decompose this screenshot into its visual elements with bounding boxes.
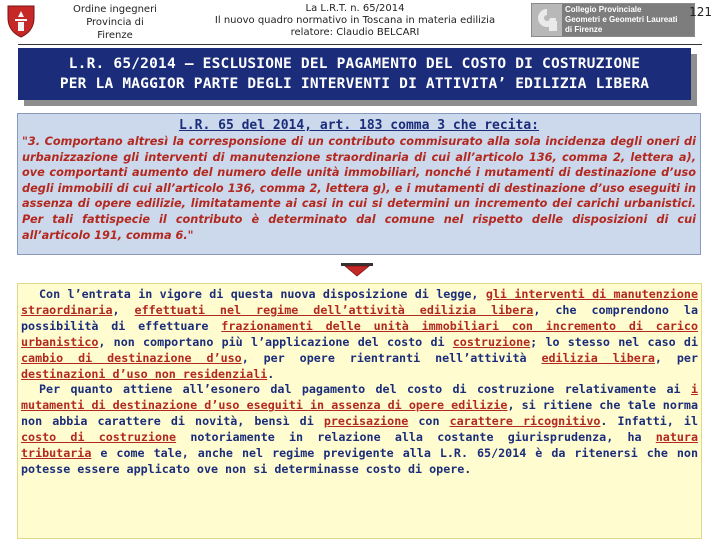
collegio-mark: [532, 4, 562, 36]
text-run: ,: [112, 302, 135, 317]
header-subtitle-line: La L.R.T. n. 65/2014: [305, 3, 405, 14]
highlight-run: precisazione: [323, 414, 409, 429]
text-run: , non comportano più l’applicazione del costo di: [98, 334, 453, 349]
slide-title-line: PER LA MAGGIOR PARTE DEGLI INTERVENTI DI ATTIVITA’ EDILIZIA LIBERA: [59, 76, 650, 92]
header-subtitle: [210, 3, 500, 39]
highlight-run: destinazioni d’uso non residenziali: [21, 366, 268, 381]
text-run: , che comprendono la possibilità di effettuare: [21, 302, 698, 333]
text-run: ; lo stesso nel caso di: [530, 334, 698, 349]
header-org-line: Ordine ingegneri: [73, 4, 157, 15]
slide-title: [60, 54, 649, 94]
text-run: . Infatti, il: [600, 414, 698, 429]
highlight-run: effettuati nel regime dell’attività edilizia libera: [134, 302, 534, 317]
text-run: con: [408, 414, 450, 429]
highlight-run: gli interventi di manutenzione straordinaria: [21, 287, 698, 317]
highlight-run: carattere ricognitivo: [449, 414, 601, 429]
header-org-line: Firenze: [97, 30, 133, 41]
page-number: 121: [689, 5, 712, 19]
collegio-geometri-logo-icon: [531, 3, 695, 37]
order-engineers-logo-icon: [2, 2, 40, 40]
slide-title-line: L.R. 65/2014 – ESCLUSIONE DEL PAGAMENTO DEL COSTO DI COSTRUZIONE: [68, 56, 641, 72]
law-quote-heading: L.R. 65 del 2014, art. 183 comma 3 che recita:: [178, 118, 540, 133]
slide-title-banner: [18, 48, 691, 100]
collegio-logo-text: [562, 4, 694, 36]
text-run: e come tale, anche nel regime previgente alla L.R. 65/2014 è da ritenersi che non potesse essere applicato ove non si determinasse costo di opere.: [21, 446, 698, 476]
header-divider: [18, 44, 702, 45]
header-subtitle-line: relatore: Claudio BELCARI: [290, 27, 420, 38]
highlight-run: cambio di destinazione d’uso: [21, 350, 242, 365]
down-arrow-icon: [341, 262, 373, 276]
text-run: , si ritiene che tale norma non abbia carattere di novità, bensì di: [21, 398, 698, 429]
text-run: notoriamente in relazione alla costante giurisprudenza, ha: [176, 430, 656, 445]
law-quote-text: "3. Comportano altresì la corresponsione di un contributo commisurato alla sola incidenza degli oneri di urbanizzazione gli interventi di manutenzione straordinaria di cui all’articolo 136, comma 2, lettera a), ove comportanti aumento del numero delle unità immobiliari, nonché i mutamenti di destinazione d’uso degli immobili di cui all’articolo 136, comma 2, lettera g), e i mutamenti di destinazione d’uso eseguiti in assenza di opere edilizie, limitatamente ai casi in cui si determini un incremento dei carichi urbanistici. Per tali fattispecie il contributo è determinato dal comune nel rispetto delle disposizioni di cui all’articolo 191, comma 6.": [22, 135, 696, 242]
highlight-run: natura tributaria: [21, 430, 698, 461]
header-organization: [56, 3, 174, 42]
highlight-run: edilizia libera: [541, 350, 655, 365]
highlight-run: costo di costruzione: [21, 430, 177, 445]
collegio-logo-line: Geometri e Geometri Laureati: [565, 15, 678, 24]
collegio-logo-line: di Firenze: [565, 25, 603, 34]
text-run: , per opere rientranti nell’attività: [241, 350, 542, 365]
explanation-paragraph-1: [21, 287, 698, 382]
text-run: .: [267, 366, 275, 381]
text-run: Con l’entrata in vigore di questa nuova disposizione di legge,: [39, 287, 486, 301]
explanation-text: [21, 287, 698, 478]
highlight-run: frazionamenti delle unità immobiliari con incremento di carico urbanistico: [21, 318, 699, 349]
explanation-paragraph-2: [21, 382, 698, 477]
header-subtitle-line: Il nuovo quadro normativo in Toscana in materia edilizia: [214, 15, 496, 26]
explanation-box: [17, 283, 702, 539]
text-run: Per quanto attiene all’esonero dal pagamento del costo di costruzione relativamente ai: [39, 382, 691, 397]
law-quote-box: [17, 113, 701, 255]
highlight-run: costruzione: [452, 334, 531, 349]
collegio-logo-line: Collegio Provinciale: [565, 5, 642, 14]
text-run: , per: [654, 350, 698, 365]
header-org-line: Provincia di: [86, 17, 144, 28]
highlight-run: i mutamenti di destinazione d’uso eseguiti in assenza di opere edilizie: [21, 382, 698, 413]
